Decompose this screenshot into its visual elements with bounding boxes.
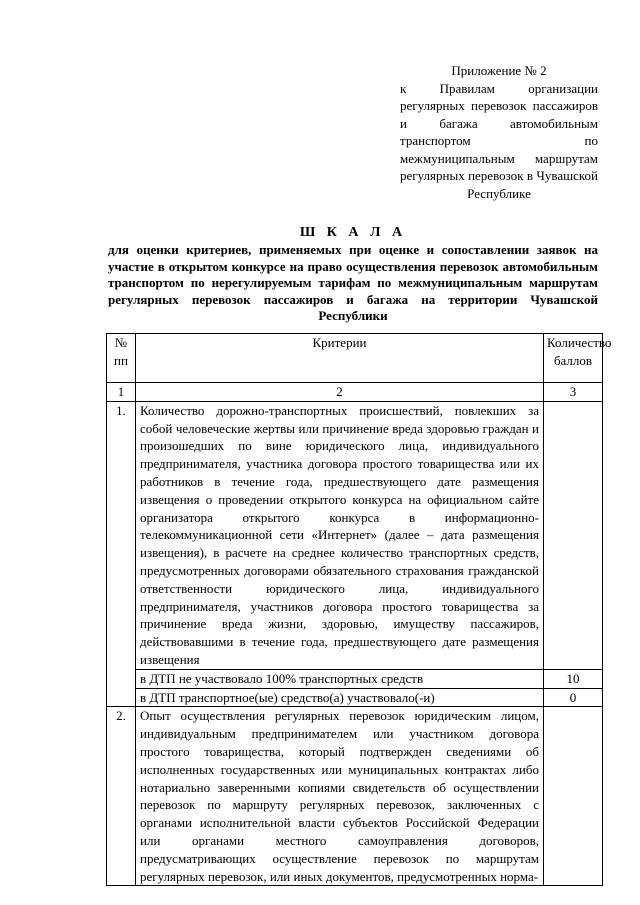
table-header-row xyxy=(107,334,603,383)
index-row xyxy=(107,383,603,402)
header-points: Количество баллов xyxy=(544,334,603,383)
points-cell xyxy=(544,401,603,669)
option-label: в ДТП транспортное(ые) средство(а) участвовало(-и) xyxy=(136,688,544,707)
option-points: 0 xyxy=(544,688,603,707)
index-cell: 2 xyxy=(136,383,544,402)
appendix-text: к Правилам организации регулярных перевозок пассажиров и багажа автомобильным транспортом по межмуниципальным маршрутам регулярных перевозок в Чувашской Республике xyxy=(400,80,598,201)
option-row xyxy=(107,688,603,707)
table-row xyxy=(107,707,603,886)
header-num: № пп xyxy=(107,334,136,383)
option-label: в ДТП не участвовало 100% транспортных средств xyxy=(136,669,544,688)
scale-title: Ш К А Л А xyxy=(299,225,407,240)
appendix-title: Приложение № 2 xyxy=(451,63,547,78)
appendix-block xyxy=(400,62,598,202)
option-points: 10 xyxy=(544,669,603,688)
row-number: 2. xyxy=(107,707,136,886)
criterion-text: Опыт осуществления регулярных перевозок юридическим лицом, индивидуальным предпринимателем или участником договора простого товарищества, который подтвержден сведениями об исполненных государственных или муниципальных контрактах либо нотариально заверенными копиями свидетельств об осуществлении перевозок по маршруту регулярных перевозок, заключенных с органами исполнительной власти субъектов Российской Федерации или органами местного самоуправления договоров, предусматривающих осуществление перевозок по маршрутам регулярных перевозок, или иных документов, предусмотренных норма- xyxy=(136,707,544,886)
scale-subtitle: для оценки критериев, применяемых при оценке и сопоставлении заявок на участие в открытом конкурсе на право осуществления перевозок автомобильным транспортом по нерегулируемым тарифам по межмуниципальным маршрутам регулярных перевозок пассажиров и багажа на территории Чувашской Республики xyxy=(108,242,598,323)
header-criteria: Критерии xyxy=(136,334,544,383)
option-row xyxy=(107,669,603,688)
points-cell xyxy=(544,707,603,886)
index-cell: 3 xyxy=(544,383,603,402)
criterion-text: Количество дорожно-транспортных происшествий, повлекших за собой человеческие жертвы или причинение вреда здоровью граждан и произошедших по вине юридического лица, индивидуального предпринимателя, участника договора простого товарищества или их работников в течение года, предшествующего дате размещения извещения о проведении открытого конкурса на официальном сайте организатора открытого конкурса в информационно-телекоммуникационной сети «Интернет» (далее – дата размещения извещения), в расчете на среднее количество транспортных средств, предусмотренных договорами обязательного страхования гражданской ответственности юридического лица, индивидуального предпринимателя, участников договора простого товарищества за причинение вреда жизни, здоровью, имуществу пассажиров, действовавшими в течение года, предшествующего дате размещения извещения xyxy=(136,401,544,669)
row-number: 1. xyxy=(107,401,136,707)
criteria-table xyxy=(106,333,612,886)
table-row xyxy=(107,401,603,669)
index-cell: 1 xyxy=(107,383,136,402)
